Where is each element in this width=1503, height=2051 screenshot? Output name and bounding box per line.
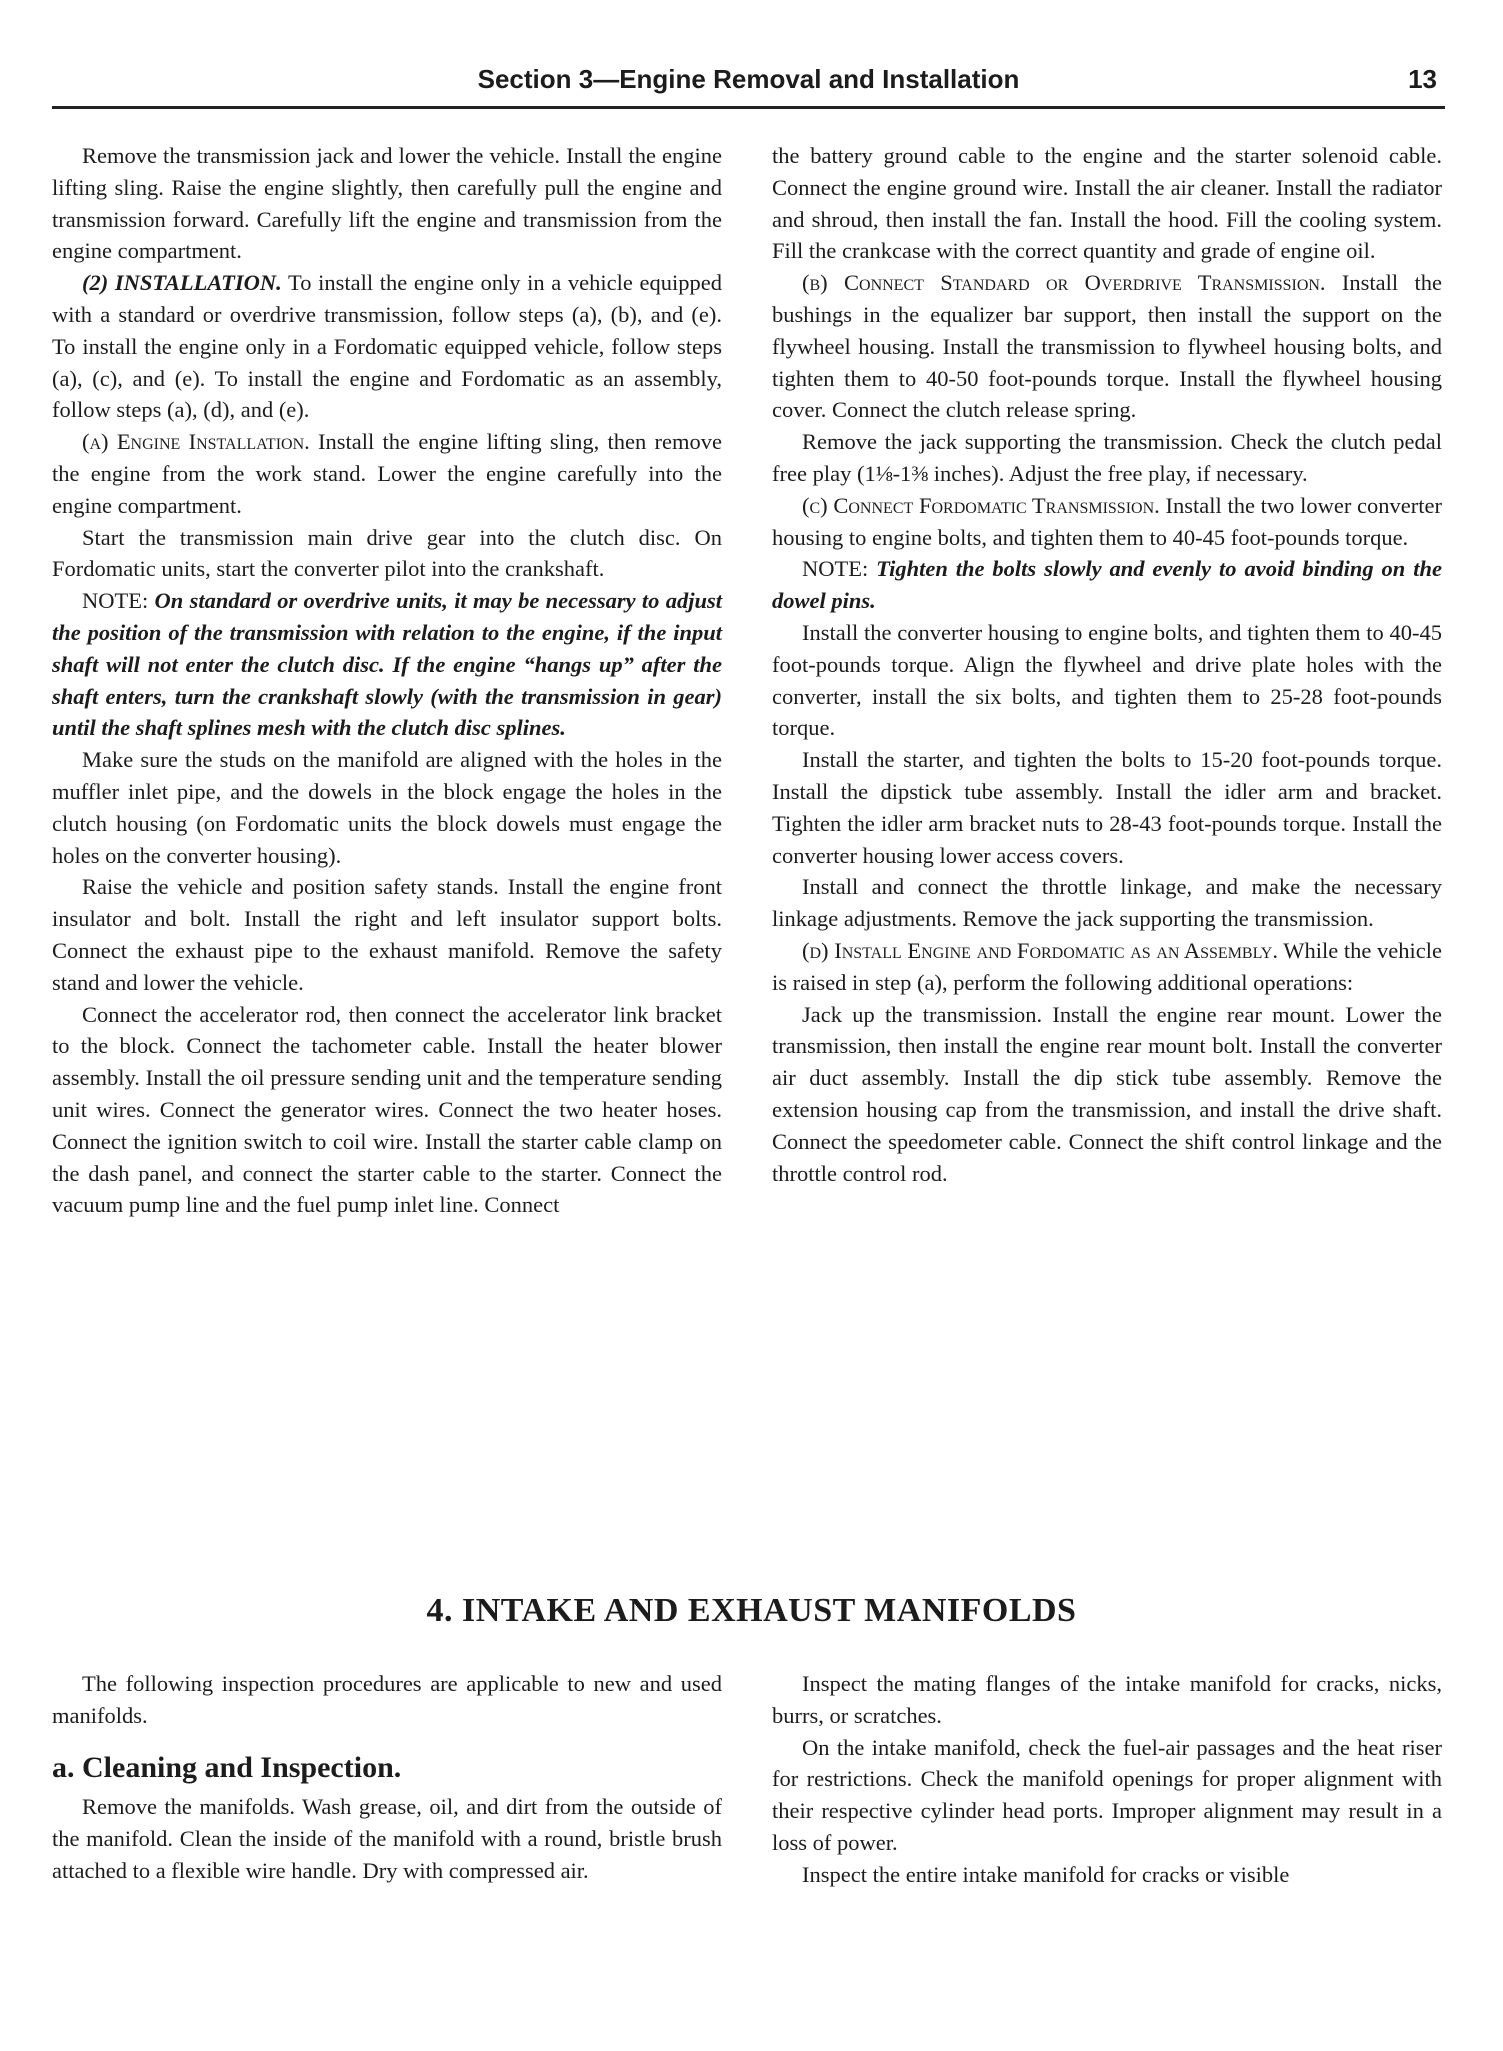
paragraph: Start the transmission main drive gear into the clutch disc. On Fordomatic units, start the converter pilot into the crankshaft. — [52, 524, 722, 582]
step-text: Install the bushings in the equalizer bar support, then install the support on the flywheel housing. Install the transmission to flywheel housing bolts, and tighten them to 40-50 foot-pounds torque. Install the flywheel housing cover. Connect the clutch release spring. — [772, 270, 1442, 423]
paragraph — [772, 935, 1442, 999]
note-text: On standard or overdrive units, it may be necessary to adjust the position of the transmission with relation to the engine, if the input shaft will not enter the clutch disc. If the engine “hangs up” after the shaft enters, turn the crankshaft slowly (with the transmission in gear) until the shaft splines mesh with the clutch disc splines. — [52, 588, 722, 741]
paragraph: Raise the vehicle and position safety stands. Install the engine front insulator and bolt. Install the right and left insulator support bolts. Connect the exhaust pipe to the exhaust manifold. Remove the safety stand and lower the vehicle. — [52, 874, 722, 995]
note-label: NOTE: — [82, 588, 155, 614]
paragraph: Remove the jack supporting the transmission. Check the clutch pedal free play (1⅛-1⅜ inches). Adjust the free play, if necessary. — [772, 429, 1442, 486]
paragraph — [52, 267, 722, 426]
sub-heading: a. Cleaning and Inspection. — [52, 1750, 402, 1784]
paragraph — [52, 426, 722, 521]
step-text: Install the engine lifting sling, then remove the engine from the work stand. Lower the engine carefully into the engine compartment. — [52, 429, 722, 518]
step-label: (c) Connect Fordomatic Transmission. — [802, 492, 1160, 518]
paragraph: On the intake manifold, check the fuel-air passages and the heat riser for restrictions. Check the manifold openings for proper alignment with their respective cylinder head ports. Improper alignment may result in a loss of power. — [772, 1734, 1442, 1855]
step-label: (b) Connect Standard or Overdrive Transmission. — [802, 270, 1326, 296]
paragraph: Jack up the transmission. Install the engine rear mount. Lower the transmission, then install the engine rear mount bolt. Install the converter air duct assembly. Install the dip stick tube assembly. Remove the extension housing cap from the transmission, and install the drive shaft. Connect the speedometer cable. Connect the shift control linkage and the throttle control rod. — [772, 1001, 1442, 1186]
paragraph: the battery ground cable to the engine and the starter solenoid cable. Connect the engine ground wire. Install the air cleaner. Install the radiator and shroud, then install the fan. Install the hood. Fill the cooling system. Fill the crankcase with the correct quantity and grade of engine oil. — [772, 143, 1442, 264]
section4-right-column — [772, 1668, 1442, 1891]
paragraph: Install the starter, and tighten the bolts to 15-20 foot-pounds torque. Install the dipstick tube assembly. Install the idler arm and bracket. Tighten the idler arm bracket nuts to 28-43 foot-pounds torque. Install the converter housing lower access covers. — [772, 747, 1442, 868]
step-text: To install the engine only in a vehicle equipped with a standard or overdrive transmission, follow steps (a), (b), and (e). To install the engine only in a Fordomatic equipped vehicle, follow steps (a), (c), and (e). To install the engine and Fordomatic as an assembly, follow steps (a), (d), and (e). — [52, 270, 723, 423]
paragraph: The following inspection procedures are applicable to new and used manifolds. — [52, 1671, 722, 1728]
step-text: While the vehicle is raised in step (a), perform the following additional operations: — [772, 937, 1442, 995]
section4-left-column — [52, 1668, 722, 1887]
paragraph — [772, 267, 1442, 426]
paragraph: Inspect the entire intake manifold for cracks or visible — [802, 1861, 1290, 1887]
note — [772, 553, 1442, 617]
section-title: Section 3—Engine Removal and Installation — [477, 64, 1020, 94]
paragraph: Install and connect the throttle linkage, and make the necessary linkage adjustments. Remove the jack supporting the transmission. — [772, 874, 1442, 932]
paragraph: Make sure the studs on the manifold are aligned with the holes in the muffler inlet pipe, and the dowels in the block engage the holes in the clutch housing (on Fordomatic units the block dowels must engage the holes on the converter housing). — [52, 747, 722, 868]
paragraph — [772, 490, 1442, 554]
step-label: (2) INSTALLATION. — [82, 270, 282, 296]
paragraph: Install the converter housing to engine bolts, and tighten them to 40-45 foot-pounds torque. Align the flywheel and drive plate holes with the converter, install the six bolts, and tighten them to 25-28 foot-pounds torque. — [772, 619, 1442, 741]
step-label: (a) Engine Installation. — [82, 429, 310, 455]
paragraph: Remove the manifolds. Wash grease, oil, and dirt from the outside of the manifold. Clean the inside of the manifold with a round, bristle brush attached to a flexible wire handle. Dry with compressed air. — [52, 1794, 722, 1883]
note-label: NOTE: — [802, 556, 877, 582]
section-heading: 4. INTAKE AND EXHAUST MANIFOLDS — [426, 1592, 1077, 1629]
paragraph: Remove the transmission jack and lower the vehicle. Install the engine lifting sling. Raise the engine slightly, then carefully pull the engine and transmission forward. Carefully lift the engine and transmission from the engine compartment. — [52, 143, 722, 264]
step-text: Install the two lower converter housing to engine bolts, and tighten them to 40-45 foot-pounds torque. — [772, 492, 1443, 550]
step-label: (d) Install Engine and Fordomatic as an Assembly. — [802, 937, 1278, 963]
paragraph: Connect the accelerator rod, then connect the accelerator link bracket to the block. Connect the tachometer cable. Install the heater blower assembly. Install the oil pressure sending unit and the temperature sending unit wires. Connect the generator wires. Connect the two heater hoses. Connect the ignition switch to coil wire. Install the starter cable clamp on the dash panel, and connect the starter cable to the starter. Connect the vacuum pump line and the fuel pump inlet line. Connect — [52, 1001, 722, 1218]
note-text: Tighten the bolts slowly and evenly to avoid binding on the dowel pins. — [772, 556, 1442, 614]
page-number: 13 — [1408, 64, 1437, 94]
left-column — [52, 140, 722, 1221]
page-header — [52, 62, 1445, 109]
paragraph: Inspect the mating flanges of the intake manifold for cracks, nicks, burrs, or scratches. — [772, 1671, 1442, 1728]
note — [52, 585, 722, 744]
right-column — [772, 140, 1442, 1189]
